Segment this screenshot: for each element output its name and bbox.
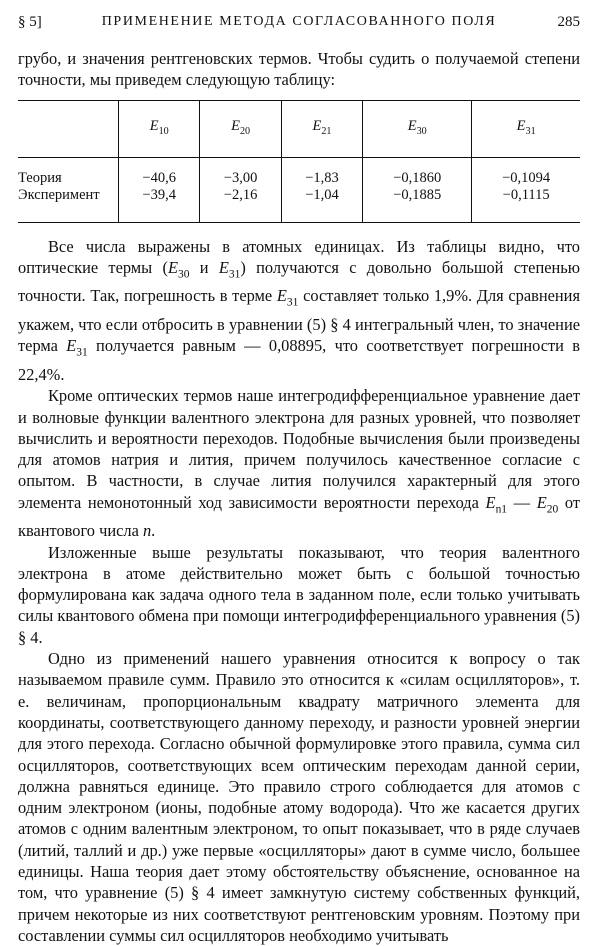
energy-table [18,100,580,223]
paragraph-sum-rule: Одно из применений нашего уравнения относится к вопросу о так называемом правиле сумм. Правило это относится к «силам осцилляторов», т. е. величинам, пропорциональным квадрату матричного элемента для координаты, соответствующего данному переходу, и разности уровней энергии для этого перехода. Согласно обычной формулировке этого правила, сумма сил осцилляторов, соответствующих всем оптическим переходам данной серии, должна равняться единице. Это правило строго соблюдается для атомов с одним электроном (ионы, подобные атому водорода). Что же касается других атомов с одним валентным электроном, то опыт показывает, что в ряде случаев (литий, таллий и др.) уже первые «осцилляторы» дают в сумме число, большее единицы. Наша теория дает этому обстоятельству объяснение, основанное на том, что уравнение (5) § 4 имеет замкнутую систему собственных функций, причем некоторые из них соответствуют рентгеновским уровням. Поэтому при составлении суммы сил осцилляторов необходимо учитывать [18,649,580,945]
row-label-header [18,100,119,157]
table-data-row [18,157,580,222]
paragraph-accuracy: Все числа выражены в атомных единицах. Из таблицы видно, что оптические термы ($E_{30}$ и $E_{31}$) получаются с довольно большой степенью точности. Так, погрешность в терме $E_{31}$ составляет только 1,9%. Для сравнения укажем, что если отбросить в уравнении (5) § 4 интегральный член, то значение терма $E_{31}$ получается равным — 0,08895, что соответствует погрешности в 22,4%. [18,236,580,384]
column-header: $E_{21}$ [281,100,362,157]
running-header [18,14,580,36]
column-header: $E_{31}$ [472,100,580,157]
table-cell: −0,1860 −0,1885 [363,157,472,222]
column-header: $E_{30}$ [363,100,472,157]
body-text [18,48,580,946]
page-number: 285 [557,14,580,30]
table-header-row [18,100,580,157]
table-cell: −40,6 −39,4 [119,157,200,222]
column-header: $E_{20}$ [200,100,281,157]
table-cell: −0,1094 −0,1115 [472,157,580,222]
intro-paragraph: грубо, и значения рентгеновских термов. Чтобы судить о получаемой степени точности, мы приведем следующую таблицу: [18,49,580,90]
row-labels: Теория Эксперимент [18,169,100,203]
column-header: $E_{10}$ [119,100,200,157]
running-title: ПРИМЕНЕНИЕ МЕТОДА СОГЛАСОВАННОГО ПОЛЯ [101,14,497,29]
table-cell: −3,00 −2,16 [200,157,281,222]
table-cell: −1,83 −1,04 [281,157,362,222]
paragraph-wave-functions: Кроме оптических термов наше интегродифференциальное уравнение дает и волновые функции валентного электрона для разных уровней, что позволяет вычислить и вероятности переходов. Подобные вычисления были произведены для атомов натрия и лития, причем получилось качественное согласие с опытом. В частности, в случае лития получился характерный для этого элемента немонотонный ход зависимости вероятности перехода $E_{n1}$ — $E_{20}$ от квантового числа n. [18,386,580,541]
paragraph-results: Изложенные выше результаты показывают, что теория валентного электрона в атоме действительно может быть с большой точностью формулирована как задача одного тела в заданном поле, если только учитывать силы квантового обмена при помощи интегродифференциального уравнения (5) § 4. [18,542,580,647]
section-marker: § 5] [18,14,42,30]
